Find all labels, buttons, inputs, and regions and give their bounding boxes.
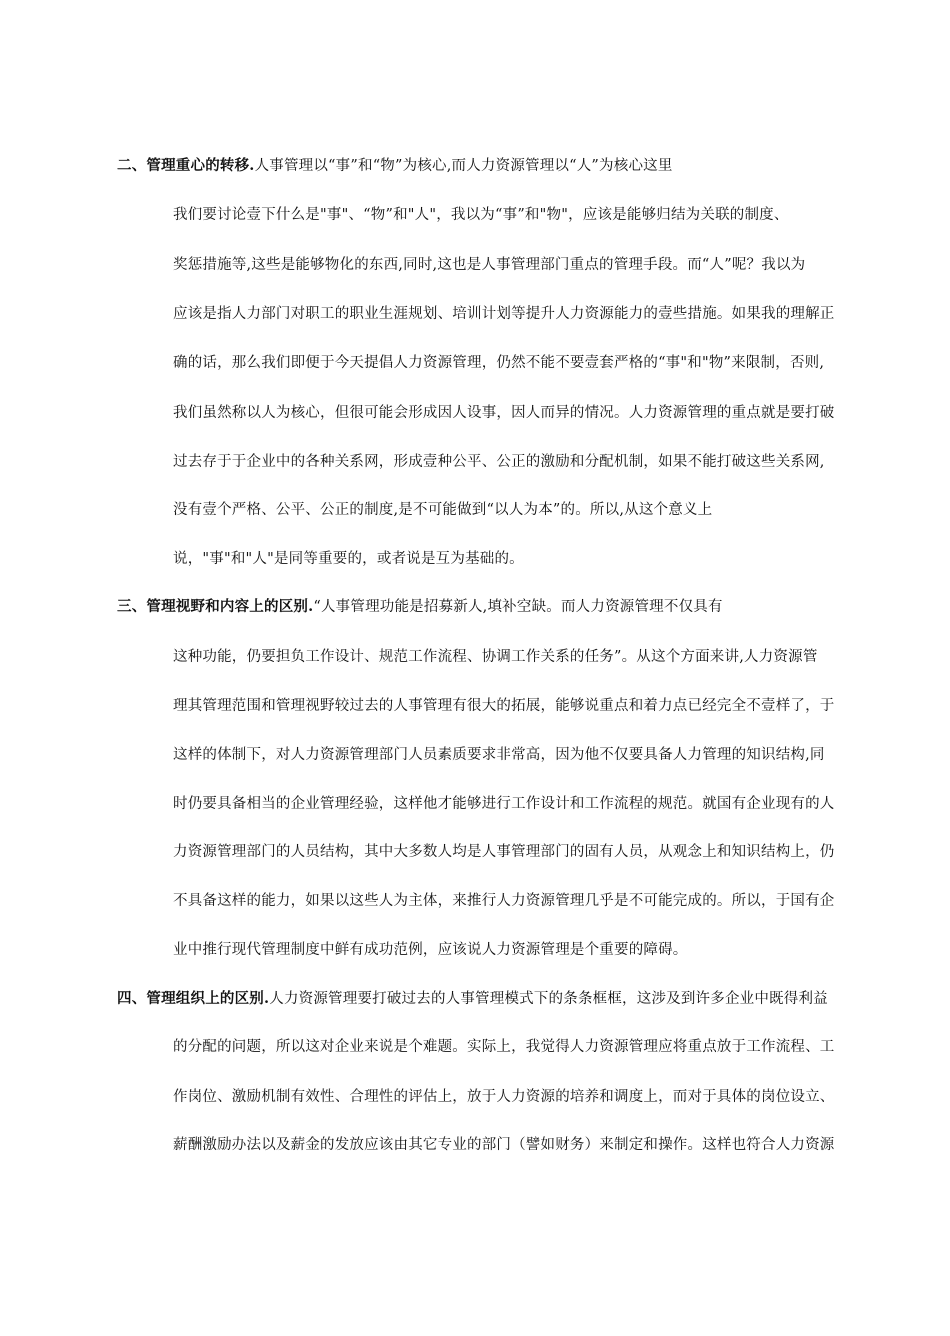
paragraph-line: 人事管理以“事”和“物”为核心,而人力资源管理以“人”为核心这里: [254, 158, 673, 174]
paragraph-line: 业中推行现代管理制度中鲜有成功范例，应该说人力资源管理是个重要的障碍。: [173, 942, 688, 958]
section-2-first-line: [117, 156, 673, 176]
paragraph-line: 力资源管理部门的人员结构，其中大多数人均是人事管理部门的固有人员，从观念上和知识结构上，仍: [173, 844, 835, 860]
paragraph-line: 确的话，那么我们即便于今天提倡人力资源管理，仍然不能不要壹套严格的“事"和"物”来限制，否则,: [173, 355, 825, 371]
paragraph-line: 的分配的问题，所以这对企业来说是个难题。实际上，我觉得人力资源管理应将重点放于工作流程、工: [173, 1039, 835, 1055]
paragraph-line: 薪酬激励办法以及薪金的发放应该由其它专业的部门（譬如财务）来制定和操作。这样也符合人力资源: [173, 1137, 835, 1153]
paragraph-line: 人力资源管理要打破过去的人事管理模式下的条条框框，这涉及到许多企业中既得利益: [269, 991, 828, 1007]
paragraph-line: 说，"事"和"人"是同等重要的，或者说是互为基础的。: [173, 551, 524, 567]
paragraph-line: 这种功能，仍要担负工作设计、规范工作流程、协调工作关系的任务”。从这个方面来讲,人力资源管: [173, 649, 818, 665]
paragraph-line: 应该是指人力部门对职工的职业生涯规划、培训计划等提升人力资源能力的壹些措施。如果我的理解正: [173, 306, 835, 322]
paragraph-line: 我们要讨论壹下什么是"事"、“物”和"人"，我以为“事”和"物"，应该是能够归结为关联的制度、: [173, 207, 789, 223]
paragraph-line: “人事管理功能是招募新人,填补空缺。而人力资源管理不仅具有: [313, 599, 723, 615]
section-2-heading: 二、管理重心的转移.: [117, 157, 255, 174]
paragraph-line: 奖惩措施等,这些是能够物化的东西,同时,这也是人事管理部门重点的管理手段。而“人”呢？我以为: [173, 257, 806, 273]
section-4-first-line: [117, 989, 828, 1009]
paragraph-line: 理其管理范围和管理视野较过去的人事管理有很大的拓展，能够说重点和着力点已经完全不壹样了，于: [173, 698, 835, 714]
paragraph-line: 时仍要具备相当的企业管理经验，这样他才能够进行工作设计和工作流程的规范。就国有企业现有的人: [173, 796, 835, 812]
section-4-heading: 四、管理组织上的区别.: [117, 990, 270, 1007]
section-3-heading: 三、管理视野和内容上的区别.: [117, 598, 314, 615]
paragraph-line: 作岗位、激励机制有效性、合理性的评估上，放于人力资源的培养和调度上，而对于具体的岗位设立、: [173, 1089, 835, 1105]
paragraph-line: 不具备这样的能力，如果以这些人为主体，来推行人力资源管理几乎是不可能完成的。所以，于国有企: [173, 893, 835, 909]
paragraph-line: 这样的体制下，对人力资源管理部门人员素质要求非常高，因为他不仅要具备人力管理的知识结构,同: [173, 747, 825, 763]
paragraph-line: 过去存于于企业中的各种关系网，形成壹种公平、公正的激励和分配机制，如果不能打破这些关系网,: [173, 454, 825, 470]
section-3-first-line: [117, 597, 723, 617]
paragraph-line: 没有壹个严格、公平、公正的制度,是不可能做到“以人为本”的。所以,从这个意义上: [173, 502, 713, 518]
paragraph-line: 我们虽然称以人为核心，但很可能会形成因人设事，因人而异的情况。人力资源管理的重点就是要打破: [173, 405, 835, 421]
